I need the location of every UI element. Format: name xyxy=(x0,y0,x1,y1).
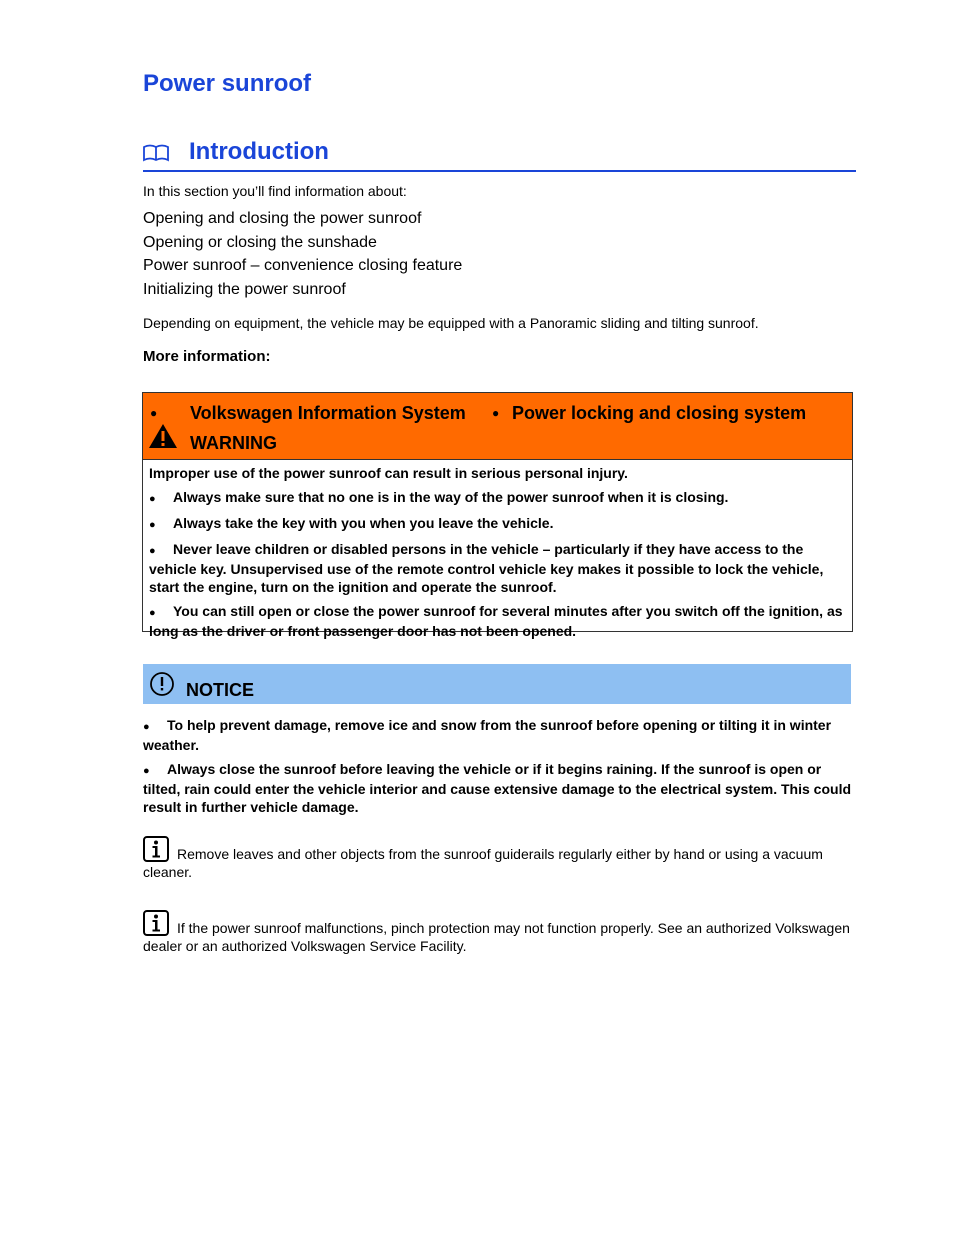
info-note xyxy=(143,910,855,955)
notice-body xyxy=(143,716,855,822)
info-icon xyxy=(143,836,169,862)
topic-link[interactable]: Opening and closing the power sunroof xyxy=(143,210,422,227)
exclamation-circle-icon xyxy=(149,671,175,697)
warning-item: ● Always make sure that no one is in the way of the power sunroof when it is closing. xyxy=(149,488,846,508)
warning-body xyxy=(143,460,852,640)
warning-label: WARNING xyxy=(190,433,277,453)
equipment-note: Depending on equipment, the vehicle may be equipped with a Panoramic sliding and tilting sunroof. xyxy=(143,315,759,331)
topic-link[interactable]: Initializing the power sunroof xyxy=(143,280,346,298)
bullet-icon: ● xyxy=(150,406,158,420)
link-volkswagen-information-system[interactable]: Volkswagen Information System xyxy=(190,403,466,423)
bullet-icon: ● xyxy=(143,765,150,777)
section-header xyxy=(143,138,856,172)
notice-item: ● Always close the sunroof before leaving the vehicle or if it begins raining. If the sunroof is open or tilted, rain could enter the vehicle interior and cause extensive damage to the electrical system. This could result in further vehicle damage. xyxy=(143,761,852,815)
info-note-text: Remove leaves and other objects from the sunroof guiderails regularly either by hand or using a vacuum cleaner. xyxy=(143,846,823,880)
notice-item: ● To help prevent damage, remove ice and snow from the sunroof before opening or tilting it in winter weather. xyxy=(143,717,832,753)
info-note-text: If the power sunroof malfunctions, pinch protection may not function properly. See an authorized Volkswagen dealer or an authorized Volkswagen Service Facility. xyxy=(143,920,850,954)
bullet-icon: ● xyxy=(149,519,156,531)
bullet-icon: ● xyxy=(492,406,500,420)
info-note xyxy=(143,836,855,881)
warning-header xyxy=(143,393,852,460)
warning-item: ● Always take the key with you when you leave the vehicle. xyxy=(149,514,846,534)
warning-box xyxy=(142,392,853,639)
link-power-locking-closing[interactable]: Power locking and closing system xyxy=(512,403,807,423)
warning-item: ● Never leave children or disabled persons in the vehicle – particularly if they have access to the vehicle key. Unsupervised use of the remote control vehicle key makes it possible to lock the vehicle, start the engine, turn on the ignition and operate the sunroof. xyxy=(149,541,824,595)
warning-item: ● You can still open or close the power sunroof for several minutes after you switch off the ignition, as long as the driver or front passenger door has not been opened. xyxy=(149,603,843,639)
bullet-icon: ● xyxy=(149,493,156,505)
info-icon xyxy=(143,910,169,936)
warning-triangle-icon xyxy=(148,423,178,449)
page-title: Power sunroof xyxy=(143,70,312,97)
bullet-icon: ● xyxy=(143,721,150,733)
notice-header xyxy=(143,664,851,704)
book-icon xyxy=(143,144,169,162)
topic-link[interactable]: Power sunroof – convenience closing feature xyxy=(143,257,463,274)
section-title: Introduction xyxy=(189,138,329,165)
more-info-label: More information: xyxy=(143,348,271,365)
topic-link[interactable]: Opening or closing the sunshade xyxy=(143,233,377,251)
bullet-icon: ● xyxy=(149,545,156,557)
topic-list xyxy=(143,209,462,303)
bullet-icon: ● xyxy=(149,607,156,619)
intro-text: In this section you’ll find information about: xyxy=(143,183,407,199)
warning-intro: Improper use of the power sunroof can result in serious personal injury. xyxy=(149,465,628,481)
notice-label: NOTICE xyxy=(186,680,255,700)
